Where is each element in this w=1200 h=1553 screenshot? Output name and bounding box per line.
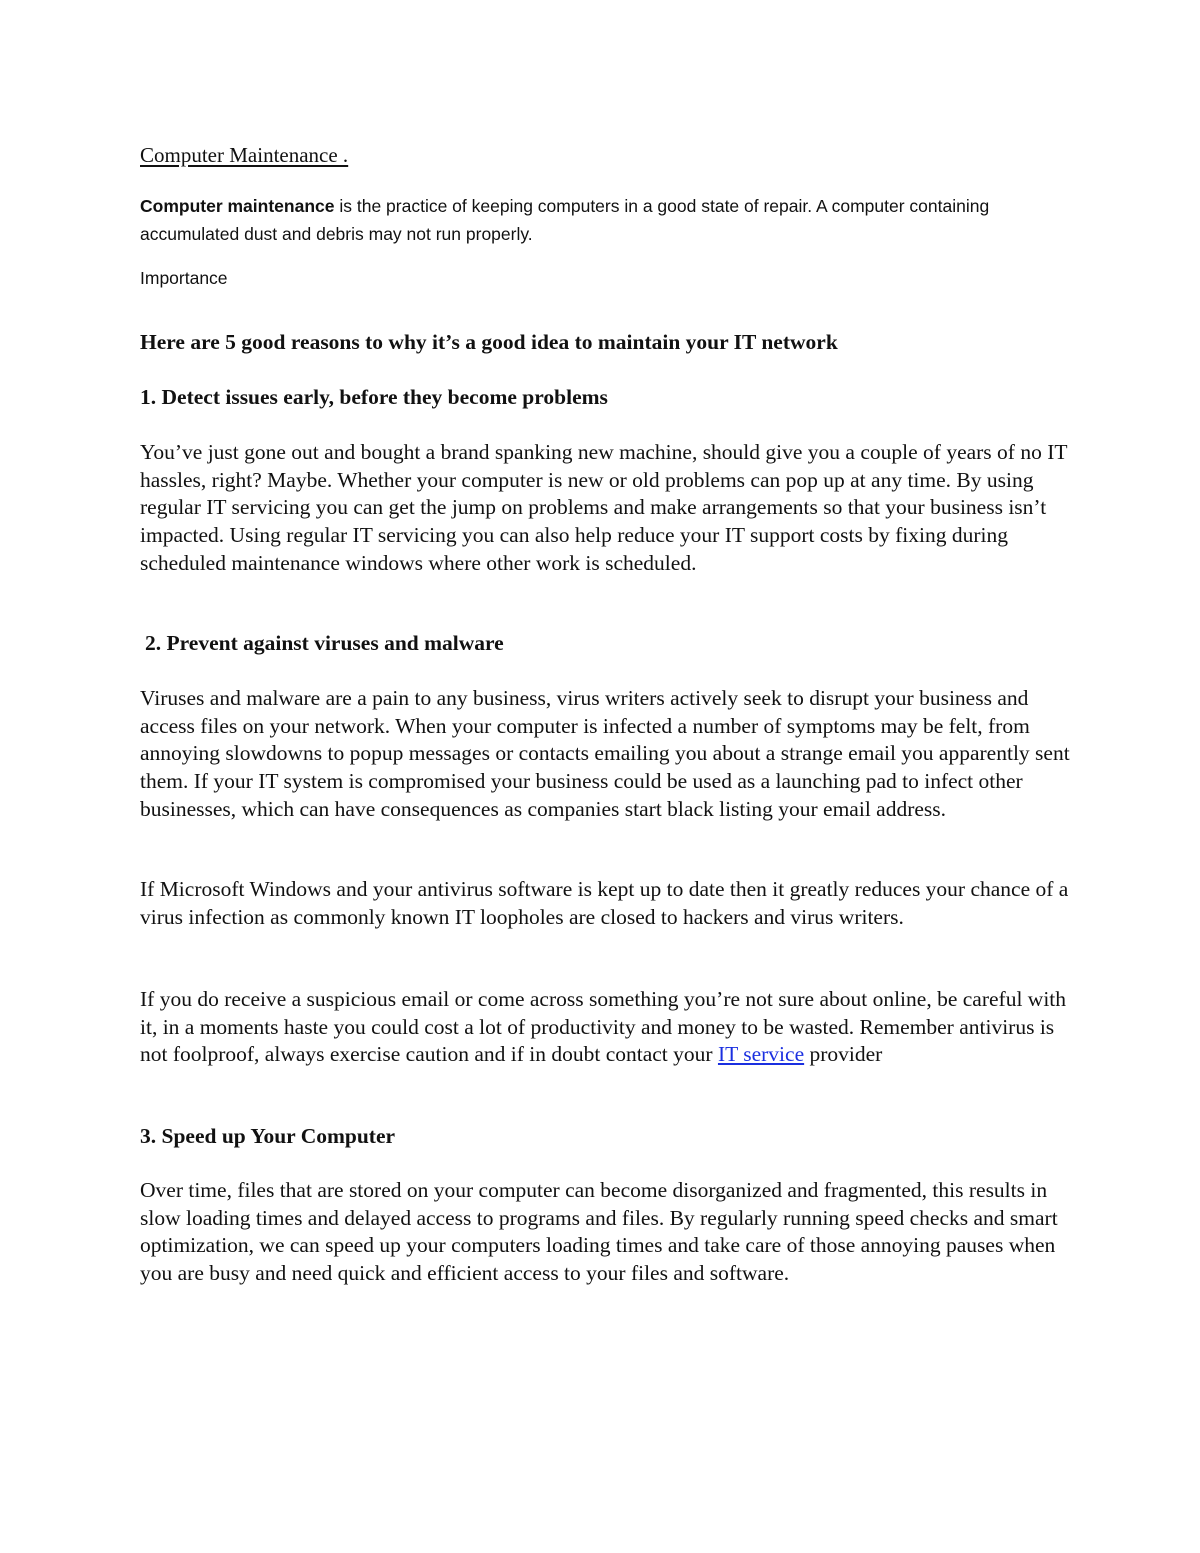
- page-title: Computer Maintenance .: [140, 143, 349, 167]
- intro-bold-term: Computer maintenance: [140, 196, 335, 216]
- section-1-heading: 1. Detect issues early, before they become problems: [140, 385, 608, 409]
- section-1-body: You’ve just gone out and bought a brand spanking new machine, should give you a couple of years of no IT hassles, right? Maybe. Whether your computer is new or old problems can pop up at any time. By using regular IT servicing you can get the jump on problems and make arrangements so that your business isn’t impacted. Using regular IT servicing you can also help reduce your IT support costs by fixing during scheduled maintenance windows where other work is scheduled.: [140, 440, 1068, 575]
- section-2-body-2: If Microsoft Windows and your antivirus software is kept up to date then it greatly reduces your chance of a virus infection as commonly known IT loopholes are closed to hackers and virus writers.: [140, 877, 1069, 929]
- section-2-heading: 2. Prevent against viruses and malware: [145, 631, 504, 655]
- section-2-body-1: Viruses and malware are a pain to any business, virus writers actively seek to disrupt your business and access files on your network. When your computer is infected a number of symptoms may be felt, from annoying slowdowns to popup messages or contacts emailing you about a strange email you apparently sent them. If your IT system is compromised your business could be used as a launching pad to infect other businesses, which can have consequences as companies start black listing your email address.: [140, 686, 1070, 821]
- section-2-body-3-tail: provider: [804, 1042, 883, 1067]
- reasons-heading: Here are 5 good reasons to why it’s a good idea to maintain your IT network: [140, 330, 838, 354]
- section-3-heading: 3. Speed up Your Computer: [140, 1124, 396, 1148]
- intro-text: is the practice of keeping computers in a good state of repair. A computer containing accumulated dust and debris may not run properly.: [140, 196, 990, 244]
- importance-label: Importance: [140, 268, 228, 288]
- section-3-body: Over time, files that are stored on your computer can become disorganized and fragmented, this results in slow loading times and delayed access to programs and files. By regularly running speed checks and smart optimization, we can speed up your computers loading times and take care of those annoying pauses when you are busy and need quick and efficient access to your files and software.: [140, 1178, 1058, 1286]
- it-service-link[interactable]: IT service: [717, 1042, 805, 1067]
- intro-paragraph: [140, 192, 1080, 248]
- section-2-body-3: [140, 986, 1080, 1069]
- section-2-body-3-text: If you do receive a suspicious email or come across something you’re not sure about online, be careful with it, in a moments haste you could cost a lot of productivity and money to be wasted. Remember antivirus is not foolproof, always exercise caution and if in doubt contact your: [140, 987, 1067, 1067]
